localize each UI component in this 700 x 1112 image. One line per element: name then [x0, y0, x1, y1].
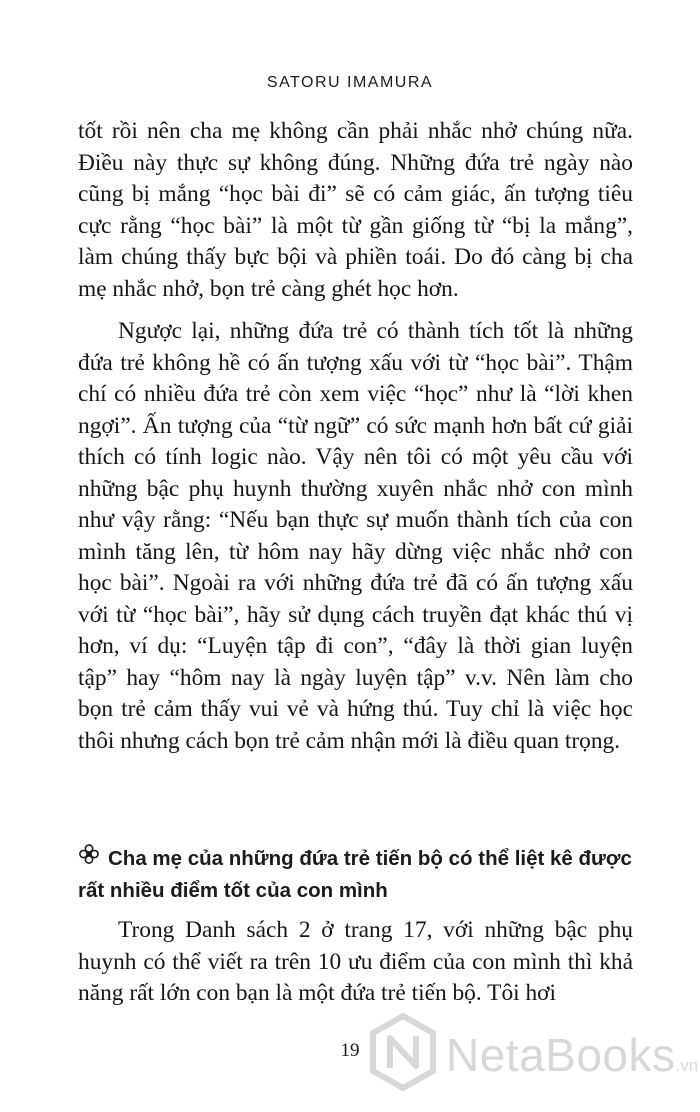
netabooks-logo-icon: [368, 1012, 438, 1092]
paragraph: [78, 915, 633, 1010]
paragraph-2-text: Ngược lại, những đứa trẻ có thành tích tốt là những đứa trẻ không hề có ấn tượng xấu với từ “học bài”. Thậm chí có nhiều đứa trẻ còn xem việc “học” như là “lời khen ngợi”. Ấn tượng của “từ ngữ” có sức mạnh hơn bất cứ giải thích có tính logic nào. Vậy nên tôi có một yêu cầu với những bậc phụ huynh thường xuyên nhắc nhở con mình như vậy rằng: “Nếu bạn thực sự muốn thành tích của con mình tăng lên, từ hôm nay hãy dừng việc nhắc nhở con học bài”. Ngoài ra với những đứa trẻ đã có ấn tượng xấu với từ “học bài”, hãy sử dụng cách truyền đạt khác thú vị hơn, ví dụ: “Luyện tập đi con”, “đây là thời gian luyện tập” hay “hôm nay là ngày luyện tập” v.v. Nên làm cho bọn trẻ cảm thấy vui vẻ và hứng thú. Tuy chỉ là việc học thôi nhưng cách bọn trẻ cảm nhận mới là điều quan trọng.: [78, 318, 633, 754]
paragraph: [78, 316, 633, 757]
watermark-brand-text: NetaBooks: [446, 1029, 676, 1081]
flower-ornament-icon: [78, 843, 100, 875]
page-number: 19: [340, 1040, 360, 1061]
paragraph-3-text: Trong Danh sách 2 ở trang 17, với những bậc phụ huynh có thể viết ra trên 10 ưu điểm của con mình thì khả năng rất lớn con bạn là một đứa trẻ tiến bộ. Tôi hơi: [78, 917, 633, 1006]
watermark-brand: [446, 1028, 698, 1082]
section-heading: [78, 843, 638, 907]
section-heading-text: Cha mẹ của những đứa trẻ tiến bộ có thể liệt kê được rất nhiều điểm tốt của con mình: [78, 847, 632, 902]
watermark: [368, 1012, 699, 1092]
paragraph-continued: [78, 116, 633, 305]
running-head: SATORU IMAMURA: [266, 74, 434, 91]
watermark-suffix: .vn: [675, 1056, 699, 1075]
paragraph-1-text: tốt rồi nên cha mẹ không cần phải nhắc nhở chúng nữa. Điều này thực sự không đúng. Những đứa trẻ ngày nào cũng bị mắng “học bài đi” sẽ có cảm giác, ấn tượng tiêu cực rằng “học bài” là một từ gần giống từ “bị la mắng”, làm chúng thấy bực bội và phiền toái. Do đó càng bị cha mẹ nhắc nhở, bọn trẻ càng ghét học hơn.: [78, 118, 633, 302]
